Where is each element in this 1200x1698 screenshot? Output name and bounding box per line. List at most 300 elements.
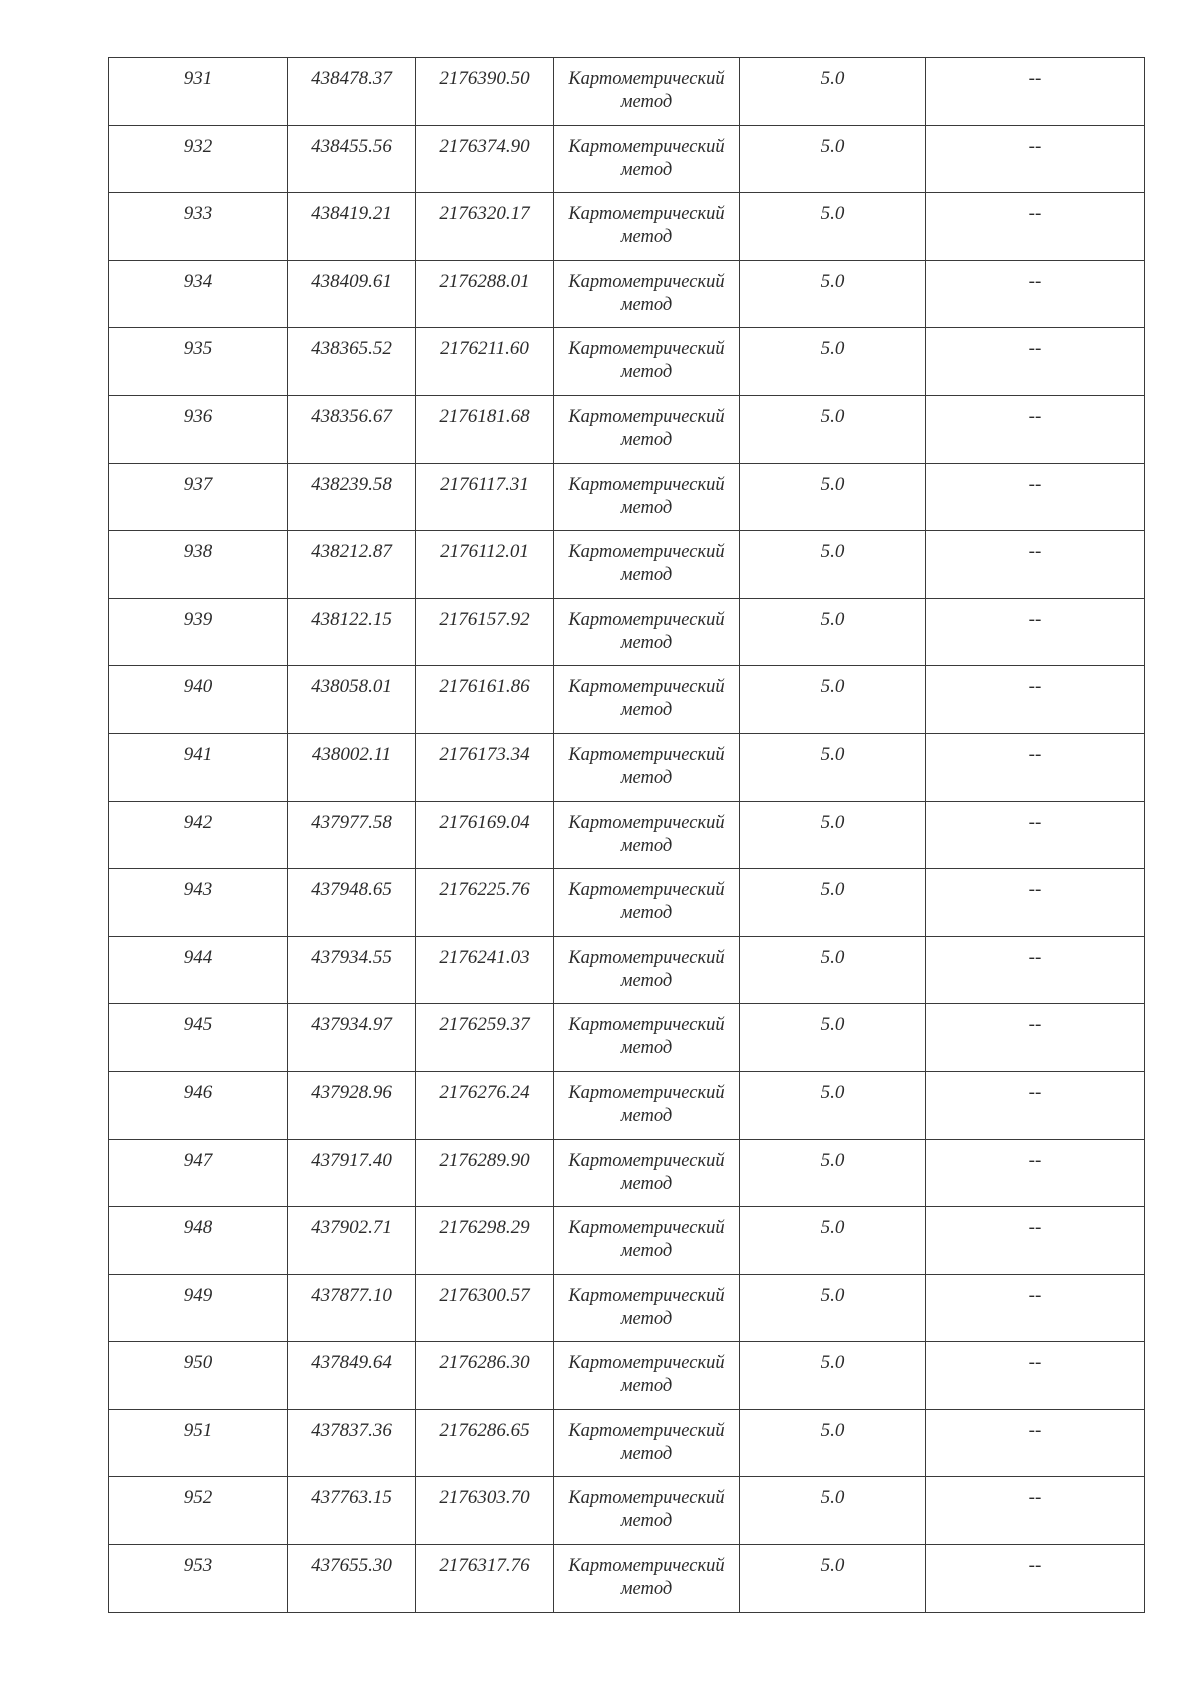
x-coordinate-cell-text: 437977.58: [311, 811, 392, 833]
accuracy-cell-text: 5.0: [820, 1555, 845, 1577]
y-coordinate-cell: [416, 463, 554, 531]
method-line-1: Картометрический: [568, 542, 725, 563]
coordinates-table-body: [109, 58, 1145, 1613]
note-cell-text: --: [1028, 608, 1042, 630]
point-number-cell-text: 933: [183, 203, 213, 225]
x-coordinate-cell-text: 437849.64: [311, 1352, 392, 1374]
y-coordinate-cell-text: 2176303.70: [439, 1487, 530, 1509]
x-coordinate-cell-text: 438239.58: [311, 473, 392, 495]
point-number-cell: [109, 1004, 288, 1072]
x-coordinate-cell: [288, 598, 416, 666]
method-line-1: Картометрический: [568, 1285, 725, 1306]
method-cell: [554, 733, 740, 801]
method-line-1: Картометрический: [568, 947, 725, 968]
method-cell: [554, 1139, 740, 1207]
method-cell: [554, 598, 740, 666]
note-cell-text: --: [1028, 270, 1042, 292]
point-number-cell-text: 947: [183, 1149, 213, 1171]
method-line-2: метод: [620, 1376, 673, 1397]
method-text: [554, 869, 739, 925]
y-coordinate-cell: [416, 125, 554, 193]
x-coordinate-cell: [288, 801, 416, 869]
y-coordinate-cell-text: 2176317.76: [439, 1555, 530, 1577]
note-cell-text: --: [1028, 405, 1042, 427]
method-text: [554, 328, 739, 384]
accuracy-cell-text: 5.0: [820, 270, 845, 292]
method-line-2: метод: [620, 294, 673, 315]
point-number-cell: [109, 1071, 288, 1139]
note-cell: [926, 1207, 1145, 1275]
y-coordinate-cell: [416, 666, 554, 734]
method-line-2: метод: [620, 903, 673, 924]
note-cell: [926, 395, 1145, 463]
accuracy-cell-text: 5.0: [820, 1487, 845, 1509]
method-text: [554, 1342, 739, 1398]
accuracy-cell-text: 5.0: [820, 68, 845, 89]
method-line-2: метод: [620, 1105, 673, 1126]
x-coordinate-cell-text: 438356.67: [311, 405, 392, 427]
x-coordinate-cell: [288, 1004, 416, 1072]
method-line-1: Картометрический: [568, 677, 725, 698]
point-number-cell: [109, 1409, 288, 1477]
accuracy-cell: [740, 1409, 926, 1477]
x-coordinate-cell-text: 438455.56: [311, 135, 392, 157]
y-coordinate-cell: [416, 1071, 554, 1139]
method-line-1: Картометрический: [568, 609, 725, 630]
accuracy-cell: [740, 1139, 926, 1207]
method-line-2: метод: [620, 1308, 673, 1329]
accuracy-cell: [740, 598, 926, 666]
method-line-1: Картометрический: [568, 1556, 725, 1577]
point-number-cell: [109, 1342, 288, 1410]
accuracy-cell: [740, 1274, 926, 1342]
note-cell: [926, 1342, 1145, 1410]
table-row: [109, 666, 1145, 734]
table-row: [109, 733, 1145, 801]
method-line-2: метод: [620, 1511, 673, 1532]
y-coordinate-cell: [416, 733, 554, 801]
x-coordinate-cell: [288, 58, 416, 126]
method-cell: [554, 193, 740, 261]
point-number-cell-text: 938: [183, 541, 213, 563]
method-cell: [554, 125, 740, 193]
x-coordinate-cell-text: 437934.55: [311, 946, 392, 968]
table-row: [109, 328, 1145, 396]
method-text: [554, 1072, 739, 1128]
method-cell: [554, 1004, 740, 1072]
x-coordinate-cell: [288, 463, 416, 531]
method-cell: [554, 1207, 740, 1275]
y-coordinate-cell: [416, 598, 554, 666]
method-line-2: метод: [620, 700, 673, 721]
y-coordinate-cell-text: 2176112.01: [440, 541, 529, 563]
x-coordinate-cell-text: 438058.01: [311, 676, 392, 698]
point-number-cell: [109, 463, 288, 531]
note-cell-text: --: [1028, 1081, 1042, 1103]
method-line-2: метод: [620, 970, 673, 991]
method-line-2: метод: [620, 159, 673, 180]
method-cell: [554, 328, 740, 396]
note-cell: [926, 58, 1145, 126]
x-coordinate-cell-text: 438365.52: [311, 338, 392, 360]
note-cell-text: --: [1028, 879, 1042, 901]
table-row: [109, 1477, 1145, 1545]
x-coordinate-cell-text: 437763.15: [311, 1487, 392, 1509]
note-cell: [926, 801, 1145, 869]
y-coordinate-cell-text: 2176117.31: [440, 473, 529, 495]
y-coordinate-cell-text: 2176259.37: [439, 1014, 530, 1036]
note-cell: [926, 1139, 1145, 1207]
note-cell-text: --: [1028, 1014, 1042, 1036]
note-cell: [926, 733, 1145, 801]
method-line-1: Картометрический: [568, 1218, 725, 1239]
point-number-cell: [109, 531, 288, 599]
point-number-cell: [109, 193, 288, 261]
method-line-2: метод: [620, 497, 673, 518]
y-coordinate-cell-text: 2176286.30: [439, 1352, 530, 1374]
y-coordinate-cell: [416, 58, 554, 126]
y-coordinate-cell: [416, 1342, 554, 1410]
accuracy-cell-text: 5.0: [820, 743, 845, 765]
method-line-2: метод: [620, 767, 673, 788]
table-row: [109, 1545, 1145, 1613]
x-coordinate-cell: [288, 1477, 416, 1545]
point-number-cell: [109, 598, 288, 666]
method-line-1: Картометрический: [568, 204, 725, 225]
method-text: [554, 1275, 739, 1331]
x-coordinate-cell-text: 437948.65: [311, 879, 392, 901]
method-line-1: Картометрический: [568, 1353, 725, 1374]
x-coordinate-cell: [288, 125, 416, 193]
point-number-cell: [109, 1477, 288, 1545]
point-number-cell-text: 932: [183, 135, 213, 157]
method-line-2: метод: [620, 227, 673, 248]
point-number-cell-text: 943: [183, 879, 213, 901]
note-cell-text: --: [1028, 203, 1042, 225]
note-cell-text: --: [1028, 1352, 1042, 1374]
x-coordinate-cell: [288, 193, 416, 261]
method-text: [554, 599, 739, 655]
y-coordinate-cell: [416, 1139, 554, 1207]
method-line-1: Картометрический: [568, 812, 725, 833]
note-cell-text: --: [1028, 338, 1042, 360]
note-cell: [926, 1545, 1145, 1613]
accuracy-cell: [740, 1207, 926, 1275]
accuracy-cell: [740, 801, 926, 869]
point-number-cell: [109, 869, 288, 937]
table-row: [109, 1342, 1145, 1410]
method-cell: [554, 463, 740, 531]
x-coordinate-cell-text: 437902.71: [311, 1217, 392, 1239]
x-coordinate-cell: [288, 1409, 416, 1477]
x-coordinate-cell-text: 437934.97: [311, 1014, 392, 1036]
method-line-1: Картометрический: [568, 474, 725, 495]
y-coordinate-cell-text: 2176169.04: [439, 811, 530, 833]
method-text: [554, 58, 739, 114]
note-cell: [926, 193, 1145, 261]
y-coordinate-cell-text: 2176298.29: [439, 1217, 530, 1239]
point-number-cell: [109, 801, 288, 869]
method-text: [554, 1477, 739, 1533]
x-coordinate-cell: [288, 666, 416, 734]
accuracy-cell-text: 5.0: [820, 473, 845, 495]
y-coordinate-cell-text: 2176286.65: [439, 1419, 530, 1441]
point-number-cell: [109, 1207, 288, 1275]
accuracy-cell-text: 5.0: [820, 811, 845, 833]
note-cell-text: --: [1028, 1419, 1042, 1441]
table-row: [109, 260, 1145, 328]
method-line-2: метод: [620, 92, 673, 112]
method-text: [554, 464, 739, 520]
method-text: [554, 1410, 739, 1466]
note-cell: [926, 869, 1145, 937]
accuracy-cell: [740, 58, 926, 126]
y-coordinate-cell: [416, 260, 554, 328]
y-coordinate-cell-text: 2176181.68: [439, 405, 530, 427]
method-line-2: метод: [620, 1579, 673, 1600]
method-text: [554, 802, 739, 858]
table-row: [109, 1274, 1145, 1342]
table-row: [109, 1004, 1145, 1072]
method-line-2: метод: [620, 429, 673, 450]
table-row: [109, 193, 1145, 261]
y-coordinate-cell: [416, 1545, 554, 1613]
x-coordinate-cell: [288, 1274, 416, 1342]
method-cell: [554, 395, 740, 463]
point-number-cell-text: 939: [183, 608, 213, 630]
y-coordinate-cell-text: 2176157.92: [439, 608, 530, 630]
method-text: [554, 1207, 739, 1263]
x-coordinate-cell-text: 437917.40: [311, 1149, 392, 1171]
point-number-cell-text: 941: [183, 743, 213, 765]
method-line-1: Картометрический: [568, 1488, 725, 1509]
table-row: [109, 395, 1145, 463]
note-cell-text: --: [1028, 68, 1042, 89]
method-text: [554, 666, 739, 722]
note-cell-text: --: [1028, 1217, 1042, 1239]
accuracy-cell: [740, 666, 926, 734]
y-coordinate-cell-text: 2176225.76: [439, 879, 530, 901]
method-cell: [554, 869, 740, 937]
x-coordinate-cell: [288, 1545, 416, 1613]
x-coordinate-cell-text: 438419.21: [311, 203, 392, 225]
method-cell: [554, 58, 740, 126]
method-line-1: Картометрический: [568, 1420, 725, 1441]
method-text: [554, 1140, 739, 1196]
accuracy-cell: [740, 733, 926, 801]
x-coordinate-cell: [288, 1207, 416, 1275]
x-coordinate-cell: [288, 936, 416, 1004]
note-cell-text: --: [1028, 473, 1042, 495]
note-cell-text: --: [1028, 135, 1042, 157]
point-number-cell-text: 940: [183, 676, 213, 698]
y-coordinate-cell: [416, 1274, 554, 1342]
point-number-cell-text: 953: [183, 1555, 213, 1577]
accuracy-cell: [740, 1545, 926, 1613]
note-cell-text: --: [1028, 541, 1042, 563]
point-number-cell: [109, 936, 288, 1004]
y-coordinate-cell: [416, 328, 554, 396]
x-coordinate-cell: [288, 328, 416, 396]
x-coordinate-cell-text: 437877.10: [311, 1284, 392, 1306]
accuracy-cell: [740, 1342, 926, 1410]
method-line-2: метод: [620, 1443, 673, 1464]
y-coordinate-cell: [416, 395, 554, 463]
point-number-cell: [109, 328, 288, 396]
method-line-1: Картометрический: [568, 271, 725, 292]
note-cell: [926, 1409, 1145, 1477]
x-coordinate-cell-text: 437928.96: [311, 1081, 392, 1103]
x-coordinate-cell-text: 438409.61: [311, 270, 392, 292]
x-coordinate-cell: [288, 260, 416, 328]
table-row: [109, 801, 1145, 869]
point-number-cell-text: 950: [183, 1352, 213, 1374]
table-row: [109, 125, 1145, 193]
accuracy-cell-text: 5.0: [820, 541, 845, 563]
accuracy-cell-text: 5.0: [820, 135, 845, 157]
accuracy-cell-text: 5.0: [820, 338, 845, 360]
method-line-2: метод: [620, 362, 673, 383]
point-number-cell-text: 934: [183, 270, 213, 292]
table-row: [109, 1139, 1145, 1207]
accuracy-cell: [740, 260, 926, 328]
method-text: [554, 261, 739, 317]
y-coordinate-cell: [416, 1207, 554, 1275]
point-number-cell: [109, 1274, 288, 1342]
method-cell: [554, 531, 740, 599]
note-cell-text: --: [1028, 1149, 1042, 1171]
method-line-1: Картометрический: [568, 880, 725, 901]
accuracy-cell-text: 5.0: [820, 1352, 845, 1374]
point-number-cell-text: 931: [183, 68, 213, 89]
note-cell: [926, 328, 1145, 396]
method-line-2: метод: [620, 1038, 673, 1059]
y-coordinate-cell: [416, 801, 554, 869]
accuracy-cell: [740, 463, 926, 531]
accuracy-cell: [740, 395, 926, 463]
x-coordinate-cell-text: 438002.11: [311, 743, 392, 765]
coordinates-table: [108, 57, 1145, 1613]
method-cell: [554, 1071, 740, 1139]
point-number-cell: [109, 395, 288, 463]
point-number-cell: [109, 666, 288, 734]
note-cell: [926, 598, 1145, 666]
y-coordinate-cell-text: 2176211.60: [440, 338, 529, 360]
x-coordinate-cell: [288, 733, 416, 801]
method-line-1: Картометрический: [568, 339, 725, 360]
accuracy-cell-text: 5.0: [820, 676, 845, 698]
method-text: [554, 1004, 739, 1060]
table-row: [109, 869, 1145, 937]
table-row: [109, 1071, 1145, 1139]
x-coordinate-cell: [288, 869, 416, 937]
y-coordinate-cell-text: 2176288.01: [439, 270, 530, 292]
method-line-1: Картометрический: [568, 1015, 725, 1036]
accuracy-cell: [740, 1004, 926, 1072]
x-coordinate-cell-text: 437837.36: [311, 1419, 392, 1441]
accuracy-cell-text: 5.0: [820, 1217, 845, 1239]
method-line-2: метод: [620, 632, 673, 653]
accuracy-cell: [740, 869, 926, 937]
point-number-cell-text: 952: [183, 1487, 213, 1509]
method-line-2: метод: [620, 1173, 673, 1194]
y-coordinate-cell: [416, 193, 554, 261]
accuracy-cell-text: 5.0: [820, 1149, 845, 1171]
method-line-2: метод: [620, 565, 673, 586]
method-line-2: метод: [620, 835, 673, 856]
method-cell: [554, 1477, 740, 1545]
point-number-cell: [109, 260, 288, 328]
note-cell-text: --: [1028, 811, 1042, 833]
method-line-1: Картометрический: [568, 1082, 725, 1103]
point-number-cell: [109, 733, 288, 801]
method-cell: [554, 1274, 740, 1342]
y-coordinate-cell: [416, 1477, 554, 1545]
note-cell-text: --: [1028, 1284, 1042, 1306]
accuracy-cell-text: 5.0: [820, 203, 845, 225]
note-cell-text: --: [1028, 1487, 1042, 1509]
accuracy-cell-text: 5.0: [820, 1419, 845, 1441]
method-line-1: Картометрический: [568, 744, 725, 765]
method-cell: [554, 666, 740, 734]
accuracy-cell-text: 5.0: [820, 1284, 845, 1306]
method-text: [554, 126, 739, 182]
y-coordinate-cell-text: 2176161.86: [439, 676, 530, 698]
y-coordinate-cell: [416, 936, 554, 1004]
point-number-cell: [109, 58, 288, 126]
note-cell: [926, 666, 1145, 734]
accuracy-cell: [740, 531, 926, 599]
table-row: [109, 936, 1145, 1004]
accuracy-cell: [740, 1477, 926, 1545]
y-coordinate-cell-text: 2176300.57: [439, 1284, 530, 1306]
accuracy-cell: [740, 1071, 926, 1139]
y-coordinate-cell-text: 2176241.03: [439, 946, 530, 968]
x-coordinate-cell: [288, 531, 416, 599]
point-number-cell-text: 946: [183, 1081, 213, 1103]
note-cell: [926, 936, 1145, 1004]
y-coordinate-cell-text: 2176374.90: [439, 135, 530, 157]
method-text: [554, 396, 739, 452]
point-number-cell-text: 944: [183, 946, 213, 968]
y-coordinate-cell-text: 2176390.50: [439, 68, 530, 89]
y-coordinate-cell-text: 2176289.90: [439, 1149, 530, 1171]
x-coordinate-cell: [288, 1139, 416, 1207]
table-row: [109, 58, 1145, 126]
point-number-cell-text: 945: [183, 1014, 213, 1036]
table-row: [109, 1207, 1145, 1275]
method-line-2: метод: [620, 1241, 673, 1262]
note-cell: [926, 531, 1145, 599]
point-number-cell-text: 949: [183, 1284, 213, 1306]
y-coordinate-cell: [416, 1004, 554, 1072]
y-coordinate-cell-text: 2176276.24: [439, 1081, 530, 1103]
accuracy-cell: [740, 328, 926, 396]
method-line-1: Картометрический: [568, 69, 725, 89]
point-number-cell-text: 936: [183, 405, 213, 427]
note-cell: [926, 125, 1145, 193]
method-cell: [554, 936, 740, 1004]
y-coordinate-cell: [416, 531, 554, 599]
note-cell: [926, 1004, 1145, 1072]
method-line-1: Картометрический: [568, 406, 725, 427]
method-text: [554, 531, 739, 587]
x-coordinate-cell: [288, 1342, 416, 1410]
accuracy-cell-text: 5.0: [820, 879, 845, 901]
point-number-cell-text: 942: [183, 811, 213, 833]
accuracy-cell-text: 5.0: [820, 405, 845, 427]
table-row: [109, 531, 1145, 599]
